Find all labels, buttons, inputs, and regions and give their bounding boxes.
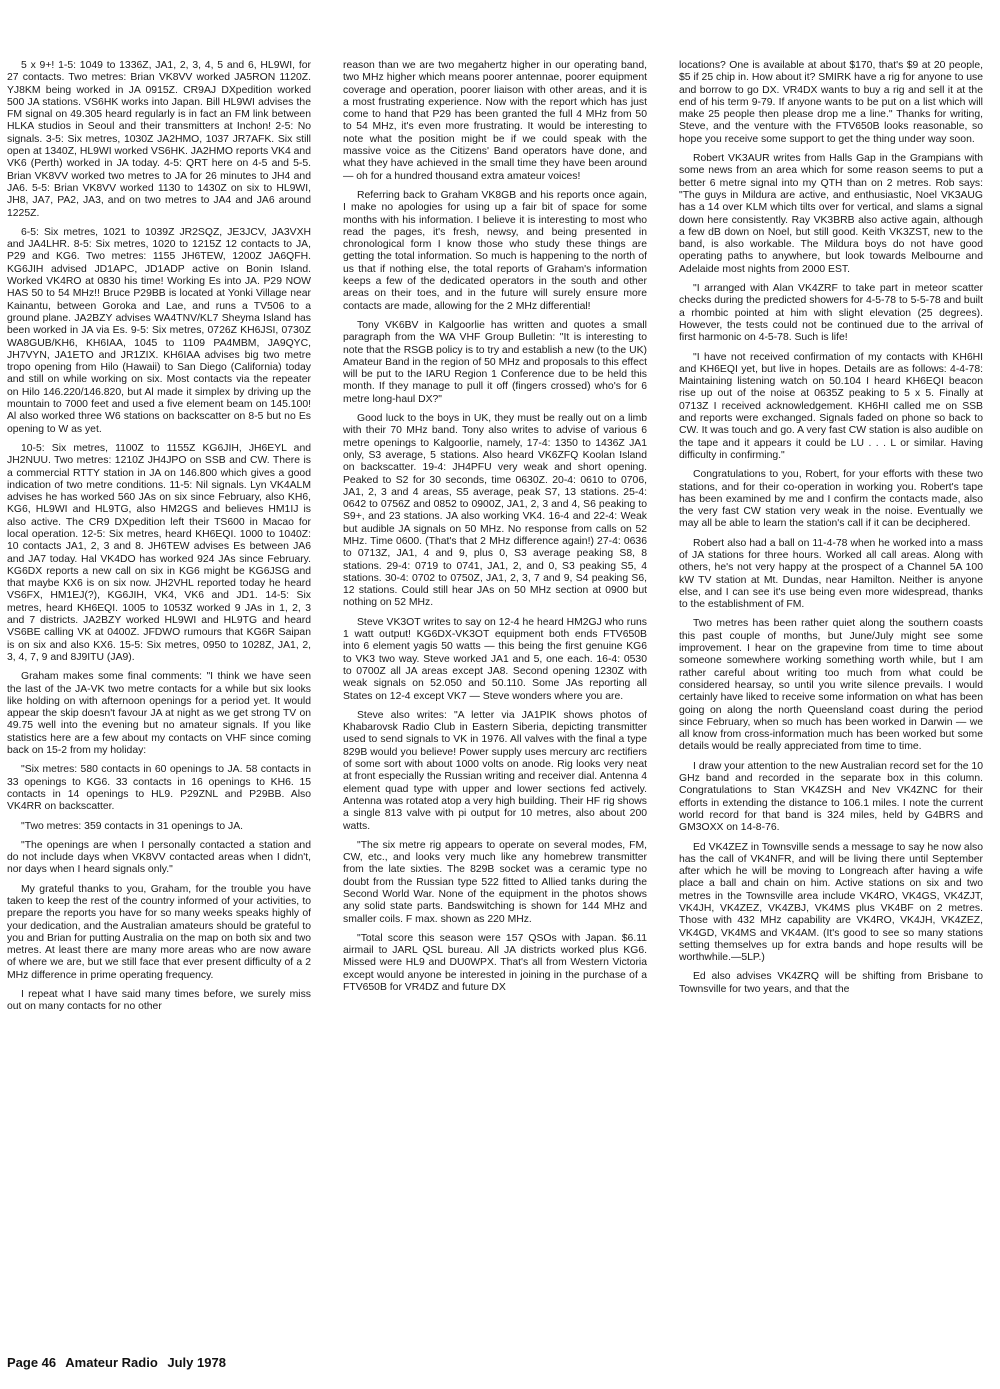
paragraph: I repeat what I have said many times before, we surely miss out on many contacts for no other xyxy=(7,989,311,1013)
paragraph: Graham makes some final comments: "I think we have seen the last of the JA-VK two metre contacts for a while but six looks like holding on with afternoon openings for a period yet. It would appear the skip doesn't favour JA at night as we get strong TV on 49.75 well into the evening but no amateur signals. If you like statistics here are a few about my contacts on VHF since coming back on 15-2 from my holiday: xyxy=(7,671,311,757)
paragraph: Steve VK3OT writes to say on 12-4 he heard HM2GJ who runs 1 watt output! KG6DX-VK3OT equipment both ends FTV650B into 6 element yagis 50 watts — this being the first genuine KG6 to VK3 two way. Steve worked JA1 and 5, one each. 16-4: 0530 to 0700Z all JA areas except JA8. Second opening 1230Z with weak signals on 52.050 and 50.110. Some JAs reporting all States on 12-4 except VK7 — Steve wonders where you are. xyxy=(343,616,647,702)
paragraph: Tony VK6BV in Kalgoorlie has written and quotes a small paragraph from the WA VHF Group Bulletin: "It is interesting to note that the RSGB policy is to try and establish a new (to the UK) Amateur Band in the region of 50 MHz and proposals to this effect will be put to the IARU Region 1 Conference due to be held this month. If they manage to pull it off (fingers crossed) who's for 6 metre long-haul DX?" xyxy=(343,319,647,405)
paragraph: "Total score this season were 157 QSOs with Japan. $6.11 airmail to JARL QSL bureau. All JA districts worked plus KG6. Missed were HL9 and DU0WPX. That's all from Western Victoria except would anyone be interested in joining in the purchase of a FTV650B for VR4DZ and future DX xyxy=(343,932,647,994)
paragraph: 10-5: Six metres, 1100Z to 1155Z KG6JIH, JH6EYL and JH2NUU. Two metres: 1210Z JH4JPO on SSB and CW. There is a commercial RTTY station in JA on 146.800 which gives a good indication of two metre conditions. 11-5: Nil signals. Lyn VK4ALM advises he has worked 560 JAs on six since February, also KH6, KG6, HL9WI and HL9TG, also HM2GS and believes HM1IJ is also active. The CR9 DXpedition left their TS600 in Macao for local operation. 12-5: Six metres, heard KH6EQI. 1000 to 1040Z: 10 contacts JA1, 2, 3 and 8. JH6TEW advises Es between JA6 and JA7 today. Hal VK4DO has worked 924 JAs since February. KG6DX reports a new call on six in KG6 might be KG6JSG and that maybe KX6 is on six now. JH2VHL reported today he heard VS6FX, HM1EJ(?), KG6JIH, VK4, VK6 and JD1. 14-5: Six metres, heard KH6EQI. 1005 to 1053Z worked 9 JAs in 1, 2, 3 and 7 districts. JA2BZY worked HL9WI and HL9TG and heard VS6BE calling VK at 0400Z. JFDWO rumours that KG6R Saipan is on six and also KX6. 15-5: Six metres, 0950 to 1028Z, JA1, 2, 3, 4, 7, 9 and 8J9ITU (JA9). xyxy=(7,442,311,663)
paragraph: I draw your attention to the new Australian record set for the 10 GHz band and recorded in the separate box in this column. Congratulations to Stan VK4ZSH and Nev VK4ZNC for their efforts in extending the distance to 106.1 miles. I note the current world record for that band is 324 miles, held by G4BRS and GM3OXX on 14-8-76. xyxy=(679,760,983,834)
paragraph: "Two metres: 359 contacts in 31 openings to JA. xyxy=(21,820,244,832)
text-column-3 xyxy=(679,60,983,1332)
page-footer xyxy=(7,1355,232,1370)
text-column-1 xyxy=(7,60,311,1332)
issue-date: July 1978 xyxy=(167,1355,226,1370)
paragraph: reason than we are two megahertz higher in our operating band, two MHz higher which means poorer antennae, poorer equipment coverage and operation, poorer liaison with other areas, and it is a most frustrating experience. Now with the report which has just come to hand that P29 has been granted the full 4 MHz from 50 to 54 MHz, it's even more frustrating. It would be interesting to note what the position might be if we could speak with the massive voice as the Citizens' Band operators have done, and what they have achieved in the small time they have been around — oh for a hundred thousand extra amateur voices! xyxy=(343,60,647,182)
paragraph: "Six metres: 580 contacts in 60 openings to JA. 58 contacts in 33 openings to KG6. 33 contacts in 16 openings to KH6. 15 contacts in 14 openings to HL9. P29ZNL and P29BB. Also VK4RR on backscatter. xyxy=(7,764,311,813)
paragraph: Two metres has been rather quiet along the southern coasts this past couple of months, but June/July might see some improvement. I hear on the grapevine from time to time about someone somewhere working something worth while, but I am rather careful about writing too much from what could be considered hearsay, so until you write silence prevails. I would certainly have liked to receive some information on what has been going on along the north Queensland coast during the period since February, when so much has been worked in Darwin — we all know from cross-information much has been worked but some details would be really appreciated from time to time. xyxy=(679,618,983,753)
paragraph: 6-5: Six metres, 1021 to 1039Z JR2SQZ, JE3JCV, JA3VXH and JA4LHR. 8-5: Six metres, 1020 to 1215Z 12 contacts to JA, P29 and KG6. Two metres: 1155 JH6TEW, 1200Z JA6QFH. KG6JIH advised JD1APC, JD1ADP active on Bonin Island. Worked VK4RO at 0830 his time! Working Es into JA. P29 NOW HAS 50 to 54 MHz!! Bruce P29BB is located at Yonki Village near Kainantu, between Goroka and Lae, and runs a TV506 to a ground plane. JA2BZY advises WA4TNV/KL7 Sheyma Island has been worked in JA via Es. 9-5: Six metres, 0726Z KH6JSI, 0730Z WA8GUB/KH6, KH6IAA, 1045 to 1109 PA4MBM, JA9QYC, JH7VYN, JA1ETO and JR1ZIX. KH6IAA advises big two metre tropo opening from Hilo (Hawaii) to San Diego (California) today and still on while working on six. Most contacts via the repeater on Hilo 146.220/146.820, but Al made it simplex by driving up the mountain to 7000 feet and used a five element beam on 145.100! Al also worked three W6 stations on backscatter on 8-5 but no Es opening to W as yet. xyxy=(7,226,311,435)
paragraph: 5 x 9+! 1-5: 1049 to 1336Z, JA1, 2, 3, 4, 5 and 6, HL9WI, for 27 contacts. Two metres: Brian VK8VV worked JA5RON 1120Z. YJ8KM being worked in JA 0915Z. CR9AJ DXpedition worked 500 JA stations. VS6HK works into Japan. Bill HL9WI advises the FM signal on 49.305 heard regularly is in fact an FM link between HLKA studios in Seoul and their transmitters at Inchon! 2-5: No signals. 3-5: Six metres, 1030Z JA2HMO, 1037 JR7AFK. Six still open at 1340Z, HL9WI worked VS6HK. JA2HMO reports VK4 and VK6 (Perth) worked in JA today. 4-5: QRT here on 4-5 and 5-5. Brian VK8VV worked two metres to JA for 26 minutes to JH4 and JA6. 5-5: Brian VK8VV worked 1130 to 1430Z on six to HL9WI, JH8, JA7, PA2, JA3, and on two metres to JA4 and JA6 around 1225Z. xyxy=(7,60,311,219)
paragraph: My grateful thanks to you, Graham, for the trouble you have taken to keep the rest of the country informed of your activities, to prepare the reports you have for so many weeks speaks highly of your dedication, and the Australian amateurs should be grateful to you and Brian for putting Australia on the map on both six and two metres. At least there are many more areas who are now aware of where we are, but we still face that ever present difficulty of a 2 MHz difference in prime operating frequency. xyxy=(7,883,311,981)
paragraph: "The openings are when I personally contacted a station and do not include days when VK8VV contacted areas when I didn't, nor days when I heard signals only." xyxy=(7,839,311,876)
page-number: Page 46 xyxy=(7,1355,57,1370)
paragraph: Ed also advises VK4ZRQ will be shifting from Brisbane to Townsville for two years, and that the xyxy=(679,971,983,995)
paragraph: "The six metre rig appears to operate on several modes, FM, CW, etc., and looks very much like any homebrew transmitter from the late sixties. The 829B socket was a ceramic type no doubt from the Russian type 522 fitted to Allied tanks during the Second World War. None of the equipment in the photos shows any solid state parts. Bandswitching is shown for 144 MHz and smaller coils. F max. shown as 220 MHz. xyxy=(343,839,647,925)
paragraph: "I arranged with Alan VK4ZRF to take part in meteor scatter checks during the predicted showers for 4-5-78 to 5-5-78 and built a rhombic pointed at him with slight elevation (25 degrees). However, the tests could not be continued due to the arrival of first harmonic on 4-5-78. Such is life! xyxy=(679,283,983,344)
paragraph: Referring back to Graham VK8GB and his reports once again, I make no apologies for using up a fair bit of space for some months with his information. I believe it is interesting to most who read the pages, it's fresh, newsy, and being presented in chronological form I know those who study these things are getting the total information. So much is happening to the north of us that if nothing else, the total reports of Graham's information keeps a few of the dedicated operators in the south and other areas on their toes, and in the future will surely ensure more contacts are made, allowing for the 2 MHz differential! xyxy=(343,189,647,312)
paragraph: Good luck to the boys in UK, they must be really out on a limb with their 70 MHz band. Tony also writes to advise of various 6 metre openings to Kalgoorlie, namely, 17-4: 1350 to 1436Z JA1 only, S3 average, 5 stations. Also heard VK6ZFQ Koolan Island on backscatter. 19-4: JH4PFU very weak and short opening. Peaked to S2 for 30 seconds, time 0630Z. 20-4: 0610 to 0706, JA1, 2, 3 and 4 areas, S5 average, peak S7, 13 stations. 25-4: 0642 to 0756Z and 0852 to 0900Z, JA1, 2, 3 and 4, S6 peaking to S9+, and 23 stations. JA also working VK4. 16-4 and 22-4: Weak but audible JA signals on 50 MHz. No response from calls on 52 MHz. Time 0600. (That's that 2 MHz difference again!) 27-4: 0636 to 0713Z, JA1, 4 and 9, plus 0, S3 average peaking S8, 8 stations. 29-4: 0719 to 0741, JA1, 2, and 0, S3 peaking S5, 4 stations. 30-4: 0702 to 0750Z, JA1, 2, 3, 7 and 9, S4 peaking S6, 12 stations. Could still hear JAs on 50 MHz section at 0900 but nothing on 52 MHz. xyxy=(343,413,647,609)
paragraph: Ed VK4ZEZ in Townsville sends a message to say he now also has the call of VK4NFR, and will be living there until September after which he will be moving to Longreach after having a wife place a ball and chain on him. Active stations on six and two metres in the Townsville area include VK4RO, VK4GS, VK4ZJT, VK4JH, VK4ZEZ, VK4ZBJ, VK4MS plus VK4BF on 2 metres. Those with 432 MHz capability are VK4RO, VK4JH, VK4ZEZ, VK4GD, VK4MS and VK4AM. (It's good to see so many stations setting themselves up for extra bands and hope results will be worthwhile.—5LP.) xyxy=(679,841,983,964)
paragraph: Steve also writes: "A letter via JA1PIK shows photos of Khabarovsk Radio Club in Eastern Siberia, depicting transmitter used to send signals to VK in 1976. All valves with the final a type 829B would you believe! Power supply uses mercury arc rectifiers of some sort with about 1000 volts on anode. Rig looks very neat at front especially the Russian writing and receiver dial. Antenna 4 element quad type with upper and lower sections fed actively. Antenna was rotated atop a very high building. Their HF rig shows a single 813 valve with pi output for 10 metres, also about 200 watts. xyxy=(343,709,647,832)
paragraph: "I have not received confirmation of my contacts with KH6HI and KH6EQI yet, but live in hopes. Details are as follows: 4-4-78: Maintaining listening watch on 50.104 I heard KH6EQI beacon rise up out of the noise at 0635Z peaking to 5 x 5. Finally at 0713Z I received acknowledgement. KH6HI called me on SSB and reports were exchanged. Signals faded on phone so back to CW. It was touch and go. A very fast CW station is also audible on the tape and it appears it could be LU . . . L or similar. Having difficulty in confirming." xyxy=(679,351,983,461)
paragraph: Robert also had a ball on 11-4-78 when he worked into a mass of JA stations for three hours. Worked all call areas. Along with others, he's not very happy at the prospect of a Channel 5A 100 kW TV station at Mt. Dundas, near Hamilton. Neither is anyone else, and I can see it's use being even more widespread, thanks to the establishment of FM. xyxy=(679,537,983,611)
magazine-name: Amateur Radio xyxy=(65,1355,158,1370)
text-column-2 xyxy=(343,60,647,1332)
paragraph: Congratulations to you, Robert, for your efforts with these two stations, and for their co-operation in working you. Robert's tape has been examined by me and I confirm the contacts made, also the very fast CW station very weak in the noise. Eventually we may all be able to learn the station's call if it can be deciphered. xyxy=(679,469,983,530)
paragraph: Robert VK3AUR writes from Halls Gap in the Grampians with some news from an area which for some reason seems to put a better 6 metre signal into my QTH than on 2 metres. Rob says: "The guys in Mildura are active, and enthusiastic, Noel VK3AUG has a 14 over KLM which tilts over for vertical, and slams a signal down here consistently. Ray VK3BRB also active again, although a few dB down on Noel, but still good. Keith VK3ZST, new to the band, is also workable. The Mildura boys do not have good operating paths to anywhere, but look towards Melbourne and Adelaide most nights from 2000 EST. xyxy=(679,153,983,275)
paragraph: locations? One is available at about $170, that's $9 at 20 people, $5 if 25 chip in. How about it? SMIRK have a rig for anyone to use and borrow to go DX. VR4DX wants to buy a rig and sell it at the end of his term 9-79. If anyone wants to be put on a list which will make 25 people then please drop me a line." Thanks for writing, Steve, and the venture with the FTV650B looks reasonable, so hope you receive some support to get the thing under way soon. xyxy=(679,60,983,145)
